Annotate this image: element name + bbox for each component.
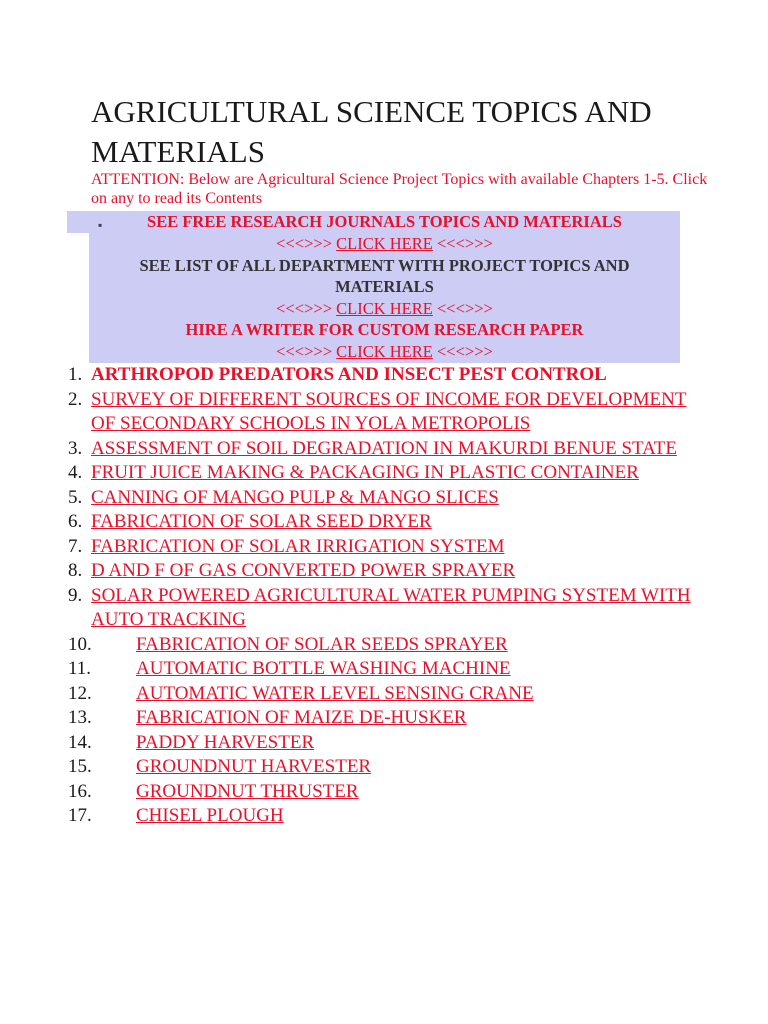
list-item bbox=[0, 731, 768, 756]
item-number: 1. bbox=[68, 364, 83, 385]
arrows-left: <<<>>> bbox=[276, 234, 333, 253]
attention-note: ATTENTION: Below are Agricultural Science Project Topics with available Chapters 1-5. Click on any to read its Contents bbox=[91, 171, 708, 207]
writer-line bbox=[89, 319, 680, 340]
journals-line bbox=[89, 211, 680, 232]
notice-box bbox=[67, 211, 680, 363]
item-number: 8. bbox=[68, 560, 83, 581]
topic-link[interactable]: AUTOMATIC WATER LEVEL SENSING CRANE bbox=[136, 682, 534, 704]
list-item bbox=[0, 461, 768, 486]
topic-link[interactable]: CANNING OF MANGO PULP & MANGO SLICES bbox=[91, 486, 499, 508]
topic-link[interactable]: GROUNDNUT HARVESTER bbox=[136, 756, 372, 777]
item-number: 11. bbox=[68, 658, 92, 679]
item-number: 6. bbox=[68, 511, 83, 532]
list-item bbox=[0, 535, 768, 560]
topic-link[interactable]: SOLAR POWERED AGRICULTURAL WATER PUMPING SYSTEM WITH AUTO TRACKING bbox=[91, 584, 691, 630]
topic-link[interactable]: CHISEL PLOUGH bbox=[136, 805, 284, 826]
topic-link[interactable]: FABRICATION OF SOLAR IRRIGATION SYSTEM bbox=[91, 535, 505, 557]
journals-link-line bbox=[89, 233, 680, 254]
topic-list bbox=[0, 363, 768, 829]
item-number: 7. bbox=[68, 535, 83, 557]
item-number: 10. bbox=[68, 633, 92, 655]
journals-click-here-link[interactable]: CLICK HERE bbox=[336, 234, 433, 253]
arrows-right: <<<>>> bbox=[436, 234, 493, 253]
topic-link[interactable]: PADDY HARVESTER bbox=[136, 731, 315, 753]
arrows-right: <<<>>> bbox=[436, 342, 493, 361]
list-item bbox=[0, 584, 768, 633]
arrows-left: <<<>>> bbox=[276, 342, 333, 361]
topic-link[interactable]: D AND F OF GAS CONVERTED POWER SPRAYER bbox=[91, 560, 516, 581]
item-number: 15. bbox=[68, 756, 92, 777]
list-item bbox=[0, 657, 768, 682]
item-number: 4. bbox=[68, 462, 83, 483]
topic-link[interactable]: FABRICATION OF SOLAR SEEDS SPRAYER bbox=[136, 633, 508, 655]
departments-line bbox=[89, 255, 680, 297]
item-number: 12. bbox=[68, 682, 92, 704]
list-item bbox=[0, 682, 768, 707]
item-number: 14. bbox=[68, 731, 92, 753]
arrows-left: <<<>>> bbox=[276, 299, 333, 318]
writer-link-line bbox=[89, 341, 680, 362]
list-item bbox=[0, 780, 768, 805]
list-item bbox=[0, 388, 768, 437]
departments-click-here-link[interactable]: CLICK HERE bbox=[336, 299, 433, 318]
departments-link-line bbox=[89, 298, 680, 319]
list-item bbox=[0, 486, 768, 511]
topic-link[interactable]: SURVEY OF DIFFERENT SOURCES OF INCOME FOR DEVELOPMENT OF SECONDARY SCHOOLS IN YOLA METROPOLIS bbox=[91, 388, 687, 434]
topic-link[interactable]: GROUNDNUT THRUSTER bbox=[136, 780, 359, 802]
writer-click-here-link[interactable]: CLICK HERE bbox=[336, 342, 433, 361]
list-item bbox=[0, 706, 768, 731]
arrows-right: <<<>>> bbox=[436, 299, 493, 318]
list-item bbox=[0, 437, 768, 462]
item-number: 16. bbox=[68, 780, 92, 802]
topic-link[interactable]: FRUIT JUICE MAKING & PACKAGING IN PLASTIC CONTAINER bbox=[91, 462, 639, 483]
list-item bbox=[0, 363, 768, 388]
bullet-icon: ▪ bbox=[98, 218, 103, 232]
notice-box-cutout bbox=[67, 233, 89, 363]
topic-link[interactable]: AUTOMATIC BOTTLE WASHING MACHINE bbox=[136, 658, 511, 679]
writer-label: HIRE A WRITER FOR CUSTOM RESEARCH PAPER bbox=[185, 320, 584, 339]
item-number: 5. bbox=[68, 486, 83, 508]
departments-label: SEE LIST OF ALL DEPARTMENT WITH PROJECT TOPICS AND MATERIALS bbox=[139, 256, 630, 296]
item-number: 3. bbox=[68, 437, 83, 459]
topic-link[interactable]: ASSESSMENT OF SOIL DEGRADATION IN MAKURDI BENUE STATE bbox=[91, 437, 677, 459]
topic-link[interactable]: FABRICATION OF SOLAR SEED DRYER bbox=[91, 511, 432, 532]
item-number: 2. bbox=[68, 388, 83, 410]
list-item bbox=[0, 755, 768, 780]
topic-title: ARTHROPOD PREDATORS AND INSECT PEST CONTROL bbox=[91, 364, 607, 385]
list-item bbox=[0, 633, 768, 658]
item-number: 9. bbox=[68, 584, 83, 606]
journals-label: SEE FREE RESEARCH JOURNALS TOPICS AND MATERIALS bbox=[147, 212, 622, 231]
list-item bbox=[0, 559, 768, 584]
topic-link[interactable]: FABRICATION OF MAIZE DE-HUSKER bbox=[136, 707, 467, 728]
item-number: 13. bbox=[68, 707, 92, 728]
list-item bbox=[0, 804, 768, 829]
page-title: AGRICULTURAL SCIENCE TOPICS AND MATERIALS bbox=[91, 94, 652, 169]
list-item bbox=[0, 510, 768, 535]
item-number: 17. bbox=[68, 805, 92, 826]
